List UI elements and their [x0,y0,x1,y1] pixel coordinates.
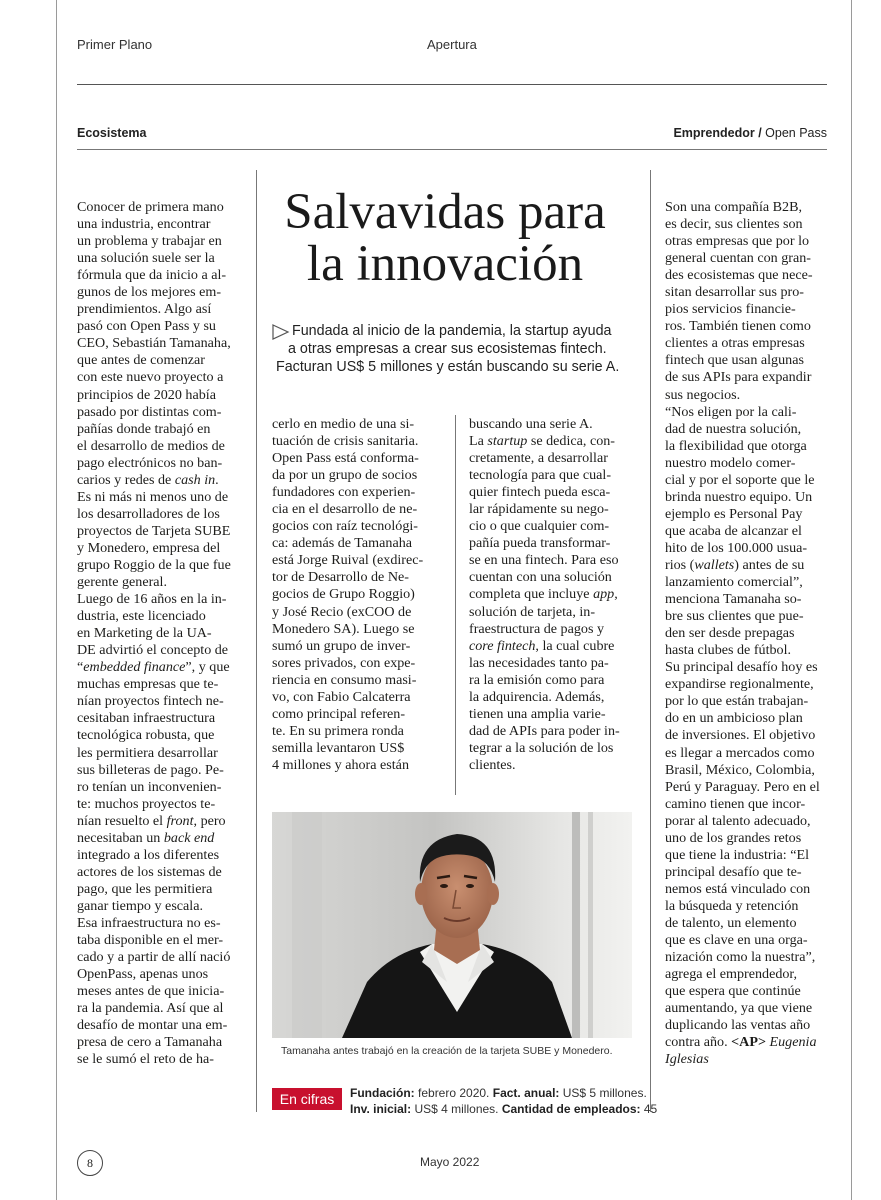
col4-line: den ser desde prepagas [665,625,795,642]
col1-line: un problema y trabajar en [77,233,222,250]
col2-line: como principal referen- [272,705,406,722]
col4-line: general cuentan con gran- [665,250,811,267]
col4-line: Perú y Paraguay. Pero en el [665,778,820,795]
col2-line: da por un grupo de socios [272,467,418,484]
page-number: 8 [77,1150,103,1176]
column-divider-1 [256,170,257,1112]
col4-line: otras empresas que por lo [665,233,810,250]
column-divider-2 [650,170,651,1112]
col4-line: de sus APIs para expandir [665,369,812,386]
col4-line: nemos está vinculado con [665,880,811,897]
col4-line: es decir, sus clientes son [665,216,803,233]
col1-line: pasado por distintas com- [77,403,222,420]
col1-line: que antes de comenzar [77,352,205,369]
fundacion-label: Fundación: [350,1086,415,1100]
header-rule [77,84,827,85]
play-triangle-icon [272,324,290,340]
inv-value: US$ 4 millones. [411,1102,502,1116]
col4-line: que espera que continúe [665,983,801,1000]
col4-line: ejemplo es Personal Pay [665,505,803,522]
article-column-1 [77,199,231,1068]
col3-line: core fintech, la cual cubre [469,637,615,654]
col4-line: que acaba de alcanzar el [665,522,802,539]
col3-line: tegrar a la solución de los [469,739,614,756]
col4-line: agrega el emprendedor, [665,966,798,983]
col1-line: les permitiera desarrollar [77,744,218,761]
emp-value: 45 [640,1102,658,1116]
col1-line: desafío de montar una em- [77,1017,228,1034]
category-right [673,126,827,140]
col1-line: CEO, Sebastián Tamanaha, [77,335,231,352]
portrait-photo [272,812,632,1038]
col3-line: buscando una serie A. [469,416,593,432]
col3-line: tecnología para que cual- [469,467,612,484]
col3-line: cuentan con una solución [469,569,612,586]
running-section-center: Apertura [427,37,477,52]
col1-line: pasó con Open Pass y su [77,318,216,335]
category-left: Ecosistema [77,126,147,140]
col4-line: “Nos eligen por la cali- [665,403,797,420]
col3-line: completa que incluye app, [469,586,618,603]
issue-date: Mayo 2022 [420,1155,480,1169]
col3-line: clientes. [469,756,516,773]
col3-line: solución de tarjeta, in- [469,603,596,620]
col1-line: prendimientos. Algo así [77,301,212,318]
col1-line: proyectos de Tarjeta SUBE [77,522,231,539]
col1-line: pago electrónicos no ban- [77,454,223,471]
col2-line: Monedero SA). Luego se [272,620,415,637]
col3-line: quier fintech pueda esca- [469,484,611,501]
col1-line: “embedded finance”, y que [77,659,230,676]
col1-line: y Monedero, empresa del [77,539,221,556]
category-right-light: Open Pass [765,126,827,140]
article-column-3 [469,416,620,774]
col4-line: nización como la nuestra”, [665,949,816,966]
running-section-left: Primer Plano [77,37,153,52]
col3-line: cretamente, a desarrollar [469,450,608,467]
col1-line: grupo Roggio de la que fue [77,556,231,573]
col3-line: La startup se dedica, con- [469,433,615,450]
col4-line: lanzamiento comercial”, [665,574,803,591]
col1-line: gerente general. [77,574,167,591]
col4-line: por lo que están trabajan- [665,693,809,710]
col1-line: en Marketing de la UA- [77,625,212,642]
col1-line: nían resuelto el front, pero [77,812,226,829]
article-title-line-2: la innovación [306,236,584,292]
col4-line: clientes a otras empresas [665,335,805,352]
fundacion-value: febrero 2020. [414,1086,493,1100]
inv-label: Inv. inicial: [350,1102,412,1116]
col1-line: pañías donde trabajó en [77,420,211,437]
col4-line: bre sus clientes que pue- [665,608,804,625]
col3-line: dad de APIs para poder in- [469,722,620,739]
col1-line: Esa infraestructura no es- [77,914,221,931]
col2-line: fundadores con experien- [272,484,416,501]
fact-label: Fact. anual: [492,1086,560,1100]
col4-line: expandirse regionalmente, [665,676,814,693]
col4-line: porar al talento adecuado, [665,812,811,829]
col4-line: des ecosistemas que nece- [665,267,813,284]
category-rule [77,149,827,150]
col2-line: te. En su primera ronda [272,722,404,739]
col1-line: te: muchos proyectos te- [77,795,216,812]
col2-line: vo, con Fabio Calcaterra [272,688,411,705]
col2-line: 4 millones y ahora están [272,756,409,773]
col1-line: ro tenían un inconvenien- [77,778,222,795]
col4-line: Brasil, México, Colombia, [665,761,815,778]
col3-line: tienen una amplia varie- [469,705,606,722]
col3-line: fraestructura de pagos y [469,620,605,637]
col4-line: camino tienen que incor- [665,795,806,812]
col4-line: nuestro modelo comer- [665,454,796,471]
col1-line: OpenPass, apenas unos [77,966,209,983]
col1-line: Conocer de primera mano [77,199,224,215]
col2-line: gocios de Grupo Roggio) [272,586,415,603]
article-title-line-1: Salvavidas para [284,184,606,240]
col4-line: es llegar a mercados como [665,744,815,761]
emp-label: Cantidad de empleados: [501,1102,641,1116]
lead-line-1: Fundada al inicio de la pandemia, la startup ayuda [292,323,612,339]
col4-line: que tiene la industria: “El [665,846,810,863]
col3-line: se en una fintech. Para eso [469,552,619,569]
col4-line: Son una compañía B2B, [665,199,803,215]
article-lead [272,322,619,376]
col1-line: fórmula que da inicio a al- [77,267,227,284]
lead-line-2: a otras empresas a crear sus ecosistemas fintech. [288,341,607,357]
col1-line: integrado a los diferentes [77,846,220,863]
article-column-2 [272,416,423,774]
col1-line: nían proyectos fintech ne- [77,693,224,710]
page-edge-left [56,0,57,1200]
col4-line: menciona Tamanaha so- [665,591,802,608]
col3-line: las necesidades tanto pa- [469,654,609,671]
col2-line: Open Pass está conforma- [272,450,419,467]
col1-line: carios y redes de cash in. [77,471,219,488]
col4-line: aumentando, ya que viene [665,1000,813,1017]
en-cifras-badge: En cifras [272,1088,342,1110]
col1-line: cesitaban infraestructura [77,710,216,727]
col1-line: DE advirtió el concepto de [77,642,229,659]
col4-line: brinda nuestro equipo. Un [665,488,813,505]
col4-line: principal desafío que te- [665,863,802,880]
col1-line: dustria, este licenciado [77,608,206,625]
col1-line: necesitaban un back end [77,829,215,846]
photo-caption: Tamanaha antes trabajó en la creación de la tarjeta SUBE y Monedero. [281,1045,613,1057]
col1-line: se le sumó el reto de ha- [77,1051,214,1068]
col1-line: presa de cero a Tamanaha [77,1034,223,1051]
col3-line: lar rápidamente su nego- [469,501,609,518]
lead-line-3: Facturan US$ 5 millones y están buscando su serie A. [276,359,620,375]
col3-line: la adquirencia. Además, [469,688,605,705]
col4-line: sus negocios. [665,386,741,403]
column-divider-3 [455,415,456,795]
col2-line: está Jorge Ruival (exdirec- [272,552,424,569]
col1-line: una solución suele ser la [77,250,215,267]
category-right-sep: / [754,126,766,140]
col2-line: cerlo en medio de una si- [272,416,415,432]
col2-line: ca: además de Tamanaha [272,535,413,552]
col1-line: gunos de los mejores em- [77,284,222,301]
col1-line: pago, que les permitiera [77,880,213,897]
article-column-4 [665,199,820,1068]
col4-line: que es clave en una orga- [665,932,808,949]
col2-line: tuación de crisis sanitaria. [272,433,419,450]
col4-line: hasta clubes de fútbol. [665,642,792,659]
category-right-bold: Emprendedor [673,126,755,140]
col4-line: de talento, un elemento [665,914,797,931]
col1-line: ra la pandemia. Así que al [77,1000,224,1017]
col4-line: duplicando las ventas año [665,1017,811,1034]
col4-line: fintech que usan algunas [665,352,804,369]
col4-line: la flexibilidad que otorga [665,437,807,454]
col1-line: meses antes de que inicia- [77,983,225,1000]
col1-line: sus billeteras de pago. Pe- [77,761,224,778]
col4-line: uno de los grandes retos [665,829,802,846]
col3-line: cio o que cualquier com- [469,518,610,535]
col1-line: Es ni más ni menos uno de [77,488,229,505]
col2-line: sumó un grupo de inver- [272,637,411,654]
col4-line: rios (wallets) antes de su [665,556,805,573]
col4-line: Iglesias [665,1051,709,1068]
col4-line: dad de nuestra solución, [665,420,802,437]
col4-line: cial y por el soporte que le [665,471,815,488]
col1-line: cado y a partir de allí nació [77,949,231,966]
fact-value: US$ 5 millones. [559,1086,647,1100]
col4-line: sitan desarrollar sus pro- [665,284,804,301]
col2-line: sores privados, con expe- [272,654,416,671]
col3-line: pañía pueda transformar- [469,535,611,552]
page-edge-right [851,0,852,1200]
col1-line: ganar tiempo y escala. [77,897,204,914]
col2-line: riencia en consumo masi- [272,671,417,688]
col1-line: principios de 2020 había [77,386,216,403]
col2-line: gocios con raíz tecnológi- [272,518,418,535]
col2-line: semilla levantaron US$ [272,739,405,756]
col4-line: ros. También tienen como [665,318,811,335]
col1-line: el desarrollo de medios de [77,437,225,454]
col4-line: contra año. <AP> Eugenia [665,1034,817,1051]
facts-line-2 [350,1102,657,1116]
col1-line: los desarrolladores de los [77,505,220,522]
col3-line: ra la emisión como para [469,671,605,688]
col1-line: muchas empresas que te- [77,676,219,693]
col1-line: tecnológica robusta, que [77,727,215,744]
facts-line-1 [350,1086,647,1100]
col4-line: de inversiones. El objetivo [665,727,816,744]
col1-line: una industria, encontrar [77,216,211,233]
col2-line: y José Recio (exCOO de [272,603,412,620]
col4-line: hito de los 100.000 usua- [665,539,808,556]
col1-line: Luego de 16 años en la in- [77,591,227,608]
col1-line: con este nuevo proyecto a [77,369,224,386]
col2-line: tor de Desarrollo de Ne- [272,569,409,586]
col4-line: la búsqueda y retención [665,897,799,914]
col4-line: pios servicios financie- [665,301,796,318]
col1-line: actores de los sistemas de [77,863,222,880]
col4-line: Su principal desafío hoy es [665,659,818,676]
col2-line: cia en el desarrollo de ne- [272,501,418,518]
col1-line: taba disponible en el mer- [77,932,224,949]
col4-line: do en un ambicioso plan [665,710,803,727]
